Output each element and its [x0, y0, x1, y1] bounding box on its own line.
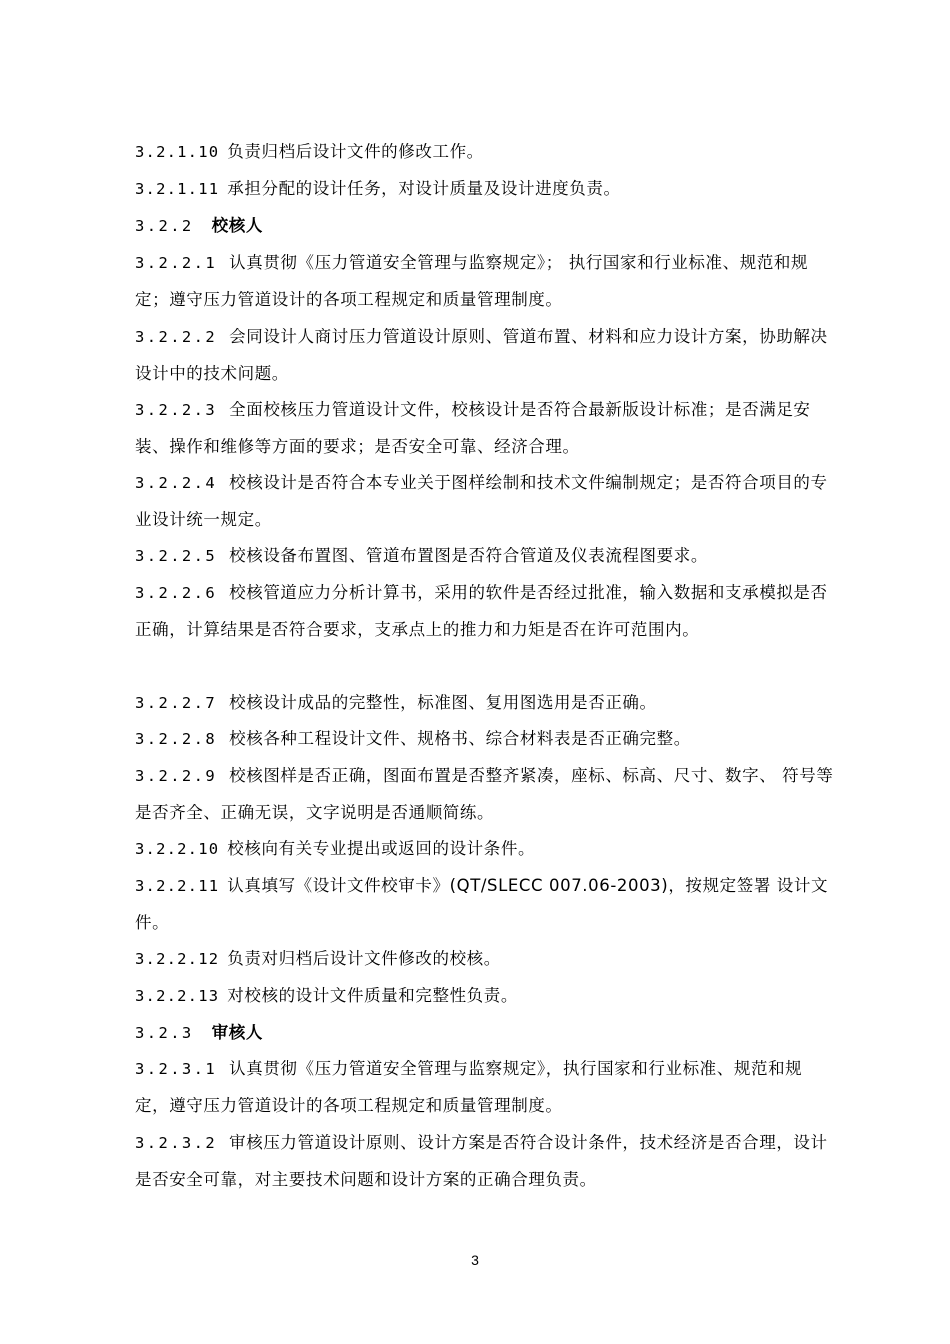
section-title: 校核人	[211, 216, 263, 235]
clause-text: 负责对归档后设计文件修改的校核。	[227, 949, 501, 968]
clause-text: 对校核的设计文件质量和完整性负责。	[227, 986, 518, 1005]
section-title: 审核人	[211, 1023, 263, 1042]
clause-number: 3.2.2.7	[135, 694, 218, 712]
clause-3-2-2-10	[135, 831, 835, 868]
section-heading-3-2-3	[135, 1015, 835, 1052]
clause-text: 审核压力管道设计原则、设计方案是否符合设计条件，技术经济是否合理，设计是否安全可靠，对主要技术问题和设计方案的正确合理负责。	[135, 1133, 828, 1189]
clause-3-2-2-9	[135, 758, 835, 831]
clause-number: 3.2.3.2	[135, 1134, 218, 1152]
clause-3-2-2-5	[135, 538, 835, 575]
clause-number: 3.2.2.2	[135, 328, 218, 346]
clause-number: 3.2.2.11	[135, 877, 220, 895]
clause-3-2-2-6	[135, 575, 835, 648]
clause-text: 会同设计人商讨压力管道设计原则、管道布置、材料和应力设计方案，协助解决设计中的技术问题。	[135, 327, 828, 383]
clause-3-2-2-1	[135, 245, 835, 318]
clause-number: 3.2.3.1	[135, 1060, 218, 1078]
clause-number: 3.2.1.11	[135, 180, 220, 198]
clause-3-2-3-1	[135, 1051, 835, 1124]
clause-number: 3.2.2.9	[135, 767, 218, 785]
clause-number: 3.2.2.4	[135, 474, 218, 492]
clause-text: 校核设计是否符合本专业关于图样绘制和技术文件编制规定；是否符合项目的专业设计统一规定。	[135, 473, 828, 529]
clause-3-2-3-2	[135, 1125, 835, 1198]
clause-number: 3.2.2.1	[135, 254, 218, 272]
clause-text: 认真填写《设计文件校审卡》(QT/SLECC 007.06-2003)，按规定签署 设计文件。	[135, 876, 829, 932]
clause-text: 负责归档后设计文件的修改工作。	[227, 142, 484, 161]
clause-3-2-2-7	[135, 685, 835, 722]
clause-3-2-2-3	[135, 392, 835, 465]
clause-number: 3.2.2.12	[135, 950, 220, 968]
section-number: 3.2.3	[135, 1024, 194, 1042]
page-number: 3	[471, 1252, 479, 1268]
section-heading-3-2-2	[135, 208, 835, 245]
clause-3-2-2-12	[135, 941, 835, 978]
clause-text: 校核设备布置图、管道布置图是否符合管道及仪表流程图要求。	[229, 546, 708, 565]
clause-number: 3.2.2.8	[135, 730, 218, 748]
clause-number: 3.2.2.10	[135, 840, 220, 858]
clause-number: 3.2.2.13	[135, 987, 220, 1005]
clause-number: 3.2.1.10	[135, 143, 220, 161]
clause-3-2-2-11	[135, 868, 835, 941]
clause-text: 校核各种工程设计文件、规格书、综合材料表是否正确完整。	[229, 729, 691, 748]
clause-text: 认真贯彻《压力管道安全管理与监察规定》，执行国家和行业标准、规范和规定，遵守压力管道设计的各项工程规定和质量管理制度。	[135, 1059, 803, 1115]
clause-number: 3.2.2.5	[135, 547, 218, 565]
clause-3-2-2-8	[135, 721, 835, 758]
clause-3-2-1-10	[135, 134, 835, 171]
clause-text: 校核管道应力分析计算书，采用的软件是否经过批准，输入数据和支承模拟是否正确，计算结果是否符合要求，支承点上的推力和力矩是否在许可范围内。	[135, 583, 828, 639]
section-number: 3.2.2	[135, 217, 194, 235]
clause-3-2-2-4	[135, 465, 835, 538]
clause-text: 全面校核压力管道设计文件，校核设计是否符合最新版设计标准；是否满足安装、操作和维修等方面的要求；是否安全可靠、经济合理。	[135, 400, 811, 456]
clause-number: 3.2.2.3	[135, 401, 218, 419]
clause-text: 校核设计成品的完整性，标准图、复用图选用是否正确。	[229, 693, 657, 712]
clause-text: 承担分配的设计任务，对设计质量及设计进度负责。	[227, 179, 621, 198]
clause-3-2-1-11	[135, 171, 835, 208]
clause-3-2-2-2	[135, 319, 835, 392]
clause-text: 认真贯彻《压力管道安全管理与监察规定》； 执行国家和行业标准、规范和规定；遵守压力管道设计的各项工程规定和质量管理制度。	[135, 253, 809, 309]
clause-text: 校核向有关专业提出或返回的设计条件。	[227, 839, 536, 858]
clause-3-2-2-13	[135, 978, 835, 1015]
clause-text: 校核图样是否正确，图面布置是否整齐紧凑，座标、标高、尺寸、数字、 符号等是否齐全、正确无误，文字说明是否通顺简练。	[135, 766, 834, 822]
clause-number: 3.2.2.6	[135, 584, 218, 602]
